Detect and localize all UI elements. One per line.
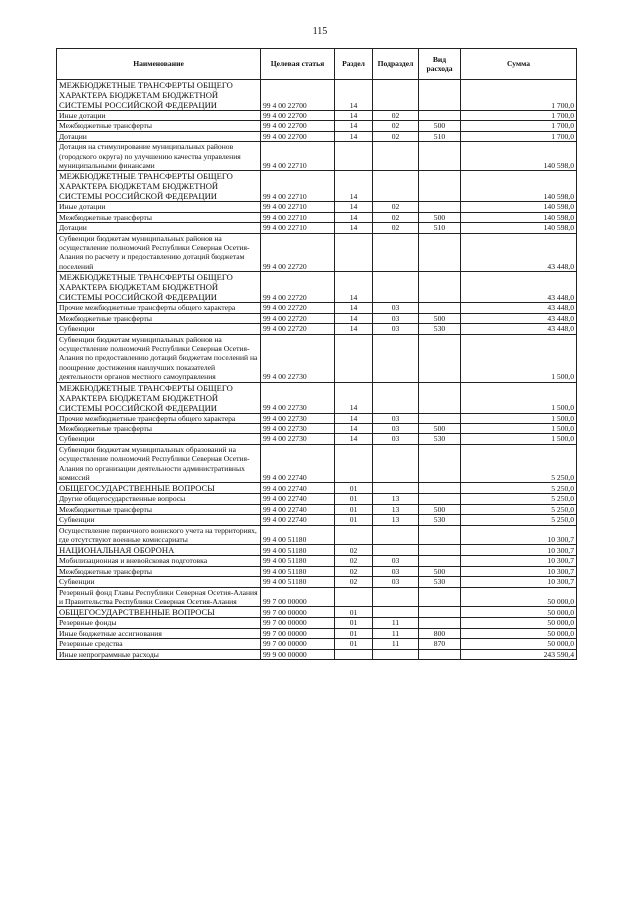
cell-code: 99 4 00 22710 xyxy=(261,171,335,202)
cell-kind: 500 xyxy=(419,212,461,222)
cell-code: 99 4 00 22720 xyxy=(261,233,335,272)
cell-sum: 1 700,0 xyxy=(461,121,577,131)
table-row xyxy=(57,423,577,433)
cell-subsection xyxy=(373,525,419,545)
cell-name: Иные дотации xyxy=(57,111,261,121)
cell-code: 99 4 00 22730 xyxy=(261,413,335,423)
table-body xyxy=(57,80,577,660)
table-row xyxy=(57,587,577,607)
cell-sum: 10 300,7 xyxy=(461,525,577,545)
cell-section: 01 xyxy=(335,607,373,618)
cell-name: Субвенции бюджетам муниципальных образований на осуществление полномочий Республики Северная Осетия-Алания по организации деятельности административных комиссий xyxy=(57,444,261,483)
cell-section: 14 xyxy=(335,202,373,212)
cell-code: 99 4 00 22710 xyxy=(261,202,335,212)
cell-code: 99 4 00 51180 xyxy=(261,556,335,566)
cell-subsection: 13 xyxy=(373,494,419,504)
cell-code: 99 4 00 22700 xyxy=(261,121,335,131)
cell-kind: 530 xyxy=(419,515,461,525)
cell-kind: 530 xyxy=(419,324,461,334)
cell-sum: 50 000,0 xyxy=(461,628,577,638)
cell-section xyxy=(335,142,373,171)
table-row xyxy=(57,303,577,313)
table-row xyxy=(57,494,577,504)
cell-section: 02 xyxy=(335,566,373,576)
cell-subsection xyxy=(373,142,419,171)
cell-sum: 140 598,0 xyxy=(461,142,577,171)
cell-sum: 43 448,0 xyxy=(461,233,577,272)
cell-subsection: 03 xyxy=(373,566,419,576)
cell-section: 01 xyxy=(335,504,373,514)
cell-code: 99 4 00 22700 xyxy=(261,131,335,141)
cell-sum: 5 250,0 xyxy=(461,515,577,525)
cell-subsection: 02 xyxy=(373,111,419,121)
cell-code: 99 4 00 22700 xyxy=(261,111,335,121)
table-header-row xyxy=(57,49,577,80)
cell-section: 02 xyxy=(335,556,373,566)
table-row xyxy=(57,131,577,141)
table-row xyxy=(57,556,577,566)
cell-name: МЕЖБЮДЖЕТНЫЕ ТРАНСФЕРТЫ ОБЩЕГО ХАРАКТЕРА БЮДЖЕТАМ БЮДЖЕТНОЙ СИСТЕМЫ РОССИЙСКОЙ ФЕДЕРАЦИИ xyxy=(57,382,261,413)
cell-name: Субвенции бюджетам муниципальных районов на осуществление полномочий Республики Северная Осетия-Алания по расчету и предоставлению дотаций бюджетам поселений xyxy=(57,233,261,272)
cell-sum: 50 000,0 xyxy=(461,607,577,618)
cell-sum: 1 700,0 xyxy=(461,131,577,141)
cell-kind: 510 xyxy=(419,131,461,141)
cell-sum: 140 598,0 xyxy=(461,202,577,212)
cell-sum: 1 500,0 xyxy=(461,382,577,413)
cell-kind: 500 xyxy=(419,121,461,131)
cell-section: 01 xyxy=(335,639,373,649)
cell-sum: 1 500,0 xyxy=(461,413,577,423)
cell-subsection: 02 xyxy=(373,202,419,212)
table-row xyxy=(57,444,577,483)
cell-kind xyxy=(419,142,461,171)
cell-section xyxy=(335,649,373,659)
table-row xyxy=(57,607,577,618)
cell-name: Межбюджетные трансферты xyxy=(57,566,261,576)
cell-code: 99 4 00 22710 xyxy=(261,212,335,222)
cell-sum: 1 500,0 xyxy=(461,334,577,382)
table-row xyxy=(57,434,577,444)
cell-kind: 500 xyxy=(419,423,461,433)
cell-code: 99 4 00 22700 xyxy=(261,80,335,111)
cell-sum: 43 448,0 xyxy=(461,313,577,323)
table-row xyxy=(57,121,577,131)
table-row xyxy=(57,628,577,638)
cell-section xyxy=(335,444,373,483)
cell-sum: 43 448,0 xyxy=(461,324,577,334)
budget-table xyxy=(56,48,577,660)
table-row xyxy=(57,515,577,525)
cell-code: 99 4 00 22730 xyxy=(261,423,335,433)
cell-code: 99 4 00 22720 xyxy=(261,324,335,334)
cell-section: 01 xyxy=(335,628,373,638)
cell-kind xyxy=(419,413,461,423)
table-row xyxy=(57,202,577,212)
cell-name: Иные дотации xyxy=(57,202,261,212)
table-row xyxy=(57,324,577,334)
cell-name: Иные бюджетные ассигнования xyxy=(57,628,261,638)
cell-name: Прочие межбюджетные трансферты общего характера xyxy=(57,303,261,313)
cell-subsection: 03 xyxy=(373,556,419,566)
cell-subsection: 13 xyxy=(373,504,419,514)
cell-kind: 500 xyxy=(419,313,461,323)
header-subsection: Подраздел xyxy=(373,49,419,80)
cell-section: 01 xyxy=(335,515,373,525)
cell-name: Осуществление первичного воинского учета на территориях, где отсутствуют военные комиссариаты xyxy=(57,525,261,545)
cell-subsection xyxy=(373,233,419,272)
cell-name: МЕЖБЮДЖЕТНЫЕ ТРАНСФЕРТЫ ОБЩЕГО ХАРАКТЕРА БЮДЖЕТАМ БЮДЖЕТНОЙ СИСТЕМЫ РОССИЙСКОЙ ФЕДЕРАЦИИ xyxy=(57,272,261,303)
cell-name: Межбюджетные трансферты xyxy=(57,313,261,323)
cell-sum: 10 300,7 xyxy=(461,556,577,566)
cell-code: 99 4 00 22740 xyxy=(261,494,335,504)
cell-name: Дотации xyxy=(57,223,261,233)
table-row xyxy=(57,334,577,382)
cell-code: 99 4 00 51180 xyxy=(261,577,335,587)
cell-section: 14 xyxy=(335,111,373,121)
cell-name: МЕЖБЮДЖЕТНЫЕ ТРАНСФЕРТЫ ОБЩЕГО ХАРАКТЕРА БЮДЖЕТАМ БЮДЖЕТНОЙ СИСТЕМЫ РОССИЙСКОЙ ФЕДЕРАЦИИ xyxy=(57,80,261,111)
cell-name: МЕЖБЮДЖЕТНЫЕ ТРАНСФЕРТЫ ОБЩЕГО ХАРАКТЕРА БЮДЖЕТАМ БЮДЖЕТНОЙ СИСТЕМЫ РОССИЙСКОЙ ФЕДЕРАЦИИ xyxy=(57,171,261,202)
table-row xyxy=(57,545,577,556)
cell-code: 99 4 00 51180 xyxy=(261,545,335,556)
cell-subsection xyxy=(373,272,419,303)
header-name: Наименование xyxy=(57,49,261,80)
cell-code: 99 4 00 22730 xyxy=(261,434,335,444)
cell-sum: 1 500,0 xyxy=(461,423,577,433)
cell-code: 99 7 00 00000 xyxy=(261,607,335,618)
cell-section: 14 xyxy=(335,171,373,202)
cell-kind xyxy=(419,649,461,659)
cell-code: 99 7 00 00000 xyxy=(261,618,335,628)
cell-kind xyxy=(419,525,461,545)
cell-section: 14 xyxy=(335,272,373,303)
cell-kind: 500 xyxy=(419,566,461,576)
cell-kind xyxy=(419,233,461,272)
cell-subsection: 03 xyxy=(373,423,419,433)
cell-kind xyxy=(419,556,461,566)
cell-subsection: 02 xyxy=(373,131,419,141)
cell-kind xyxy=(419,303,461,313)
cell-subsection: 03 xyxy=(373,324,419,334)
cell-kind: 870 xyxy=(419,639,461,649)
cell-section xyxy=(335,233,373,272)
cell-kind xyxy=(419,202,461,212)
cell-subsection xyxy=(373,80,419,111)
cell-sum: 1 500,0 xyxy=(461,434,577,444)
table-row xyxy=(57,577,577,587)
cell-name: Субвенции бюджетам муниципальных районов на осуществление полномочий Республики Северная Осетия-Алания по предоставлению дотаций бюджетам поселений на поощрение достижения наилучших показателей деятельности органов местного самоуправления xyxy=(57,334,261,382)
cell-name: Дотация на стимулирование муниципальных районов (городского округа) по улучшению качества управления муниципальными финансами xyxy=(57,142,261,171)
cell-sum: 10 300,7 xyxy=(461,577,577,587)
cell-section xyxy=(335,525,373,545)
cell-subsection: 03 xyxy=(373,303,419,313)
cell-kind xyxy=(419,272,461,303)
cell-sum: 50 000,0 xyxy=(461,618,577,628)
table-row xyxy=(57,223,577,233)
cell-section: 14 xyxy=(335,223,373,233)
cell-section: 01 xyxy=(335,483,373,494)
cell-subsection: 02 xyxy=(373,223,419,233)
cell-kind xyxy=(419,587,461,607)
cell-kind: 530 xyxy=(419,577,461,587)
cell-kind xyxy=(419,545,461,556)
table-row xyxy=(57,171,577,202)
cell-code: 99 7 00 00000 xyxy=(261,587,335,607)
cell-section: 01 xyxy=(335,618,373,628)
cell-code: 99 4 00 22730 xyxy=(261,382,335,413)
cell-subsection xyxy=(373,382,419,413)
cell-code: 99 4 00 22720 xyxy=(261,313,335,323)
cell-name: Субвенции xyxy=(57,515,261,525)
cell-code: 99 4 00 22740 xyxy=(261,444,335,483)
cell-sum: 5 250,0 xyxy=(461,494,577,504)
cell-name: Субвенции xyxy=(57,324,261,334)
cell-name: Субвенции xyxy=(57,434,261,444)
table-row xyxy=(57,272,577,303)
cell-subsection xyxy=(373,607,419,618)
cell-code: 99 4 00 22720 xyxy=(261,272,335,303)
cell-sum: 50 000,0 xyxy=(461,587,577,607)
cell-kind: 500 xyxy=(419,504,461,514)
cell-sum: 140 598,0 xyxy=(461,223,577,233)
header-kind: Вид расхода xyxy=(419,49,461,80)
cell-code: 99 4 00 51180 xyxy=(261,566,335,576)
table-row xyxy=(57,212,577,222)
cell-subsection: 11 xyxy=(373,639,419,649)
page-number: 115 xyxy=(312,26,328,37)
cell-subsection: 02 xyxy=(373,212,419,222)
cell-name: НАЦИОНАЛЬНАЯ ОБОРОНА xyxy=(57,545,261,556)
cell-kind xyxy=(419,382,461,413)
cell-code: 99 9 00 00000 xyxy=(261,649,335,659)
cell-section: 14 xyxy=(335,324,373,334)
cell-sum: 10 300,7 xyxy=(461,566,577,576)
cell-section: 01 xyxy=(335,494,373,504)
table-row xyxy=(57,80,577,111)
cell-subsection: 13 xyxy=(373,515,419,525)
header-code: Целевая статья xyxy=(261,49,335,80)
header-sum: Сумма xyxy=(461,49,577,80)
cell-code: 99 4 00 51180 xyxy=(261,525,335,545)
cell-section xyxy=(335,334,373,382)
cell-subsection: 11 xyxy=(373,618,419,628)
cell-section: 02 xyxy=(335,545,373,556)
cell-section: 14 xyxy=(335,423,373,433)
cell-name: Иные непрограммные расходы xyxy=(57,649,261,659)
cell-kind: 510 xyxy=(419,223,461,233)
cell-kind: 530 xyxy=(419,434,461,444)
table-row xyxy=(57,111,577,121)
cell-subsection xyxy=(373,171,419,202)
cell-subsection: 03 xyxy=(373,313,419,323)
table-row xyxy=(57,639,577,649)
table-row xyxy=(57,142,577,171)
cell-code: 99 7 00 00000 xyxy=(261,628,335,638)
cell-section: 14 xyxy=(335,434,373,444)
table-row xyxy=(57,313,577,323)
table-row xyxy=(57,483,577,494)
cell-name: Другие общегосударственные вопросы xyxy=(57,494,261,504)
table-row xyxy=(57,525,577,545)
cell-code: 99 4 00 22710 xyxy=(261,142,335,171)
cell-kind xyxy=(419,80,461,111)
cell-sum: 5 250,0 xyxy=(461,483,577,494)
cell-subsection: 03 xyxy=(373,577,419,587)
cell-section: 14 xyxy=(335,303,373,313)
cell-code: 99 4 00 22710 xyxy=(261,223,335,233)
cell-section: 14 xyxy=(335,413,373,423)
cell-code: 99 4 00 22740 xyxy=(261,504,335,514)
cell-sum: 243 590,4 xyxy=(461,649,577,659)
cell-subsection: 03 xyxy=(373,413,419,423)
table-row xyxy=(57,618,577,628)
cell-subsection: 11 xyxy=(373,628,419,638)
cell-name: Резервные средства xyxy=(57,639,261,649)
cell-sum: 140 598,0 xyxy=(461,171,577,202)
cell-sum: 10 300,7 xyxy=(461,545,577,556)
cell-subsection: 03 xyxy=(373,434,419,444)
cell-name: Субвенции xyxy=(57,577,261,587)
cell-name: Межбюджетные трансферты xyxy=(57,423,261,433)
cell-kind xyxy=(419,607,461,618)
header-section: Раздел xyxy=(335,49,373,80)
cell-sum: 50 000,0 xyxy=(461,639,577,649)
cell-subsection xyxy=(373,334,419,382)
cell-name: Резервный фонд Главы Республики Северная Осетия-Алания и Правительства Республики Северная Осетия-Алания xyxy=(57,587,261,607)
cell-section: 14 xyxy=(335,212,373,222)
cell-sum: 43 448,0 xyxy=(461,272,577,303)
cell-name: ОБЩЕГОСУДАРСТВЕННЫЕ ВОПРОСЫ xyxy=(57,607,261,618)
cell-sum: 5 250,0 xyxy=(461,504,577,514)
cell-kind xyxy=(419,618,461,628)
cell-name: Мобилизационная и вневойсковая подготовка xyxy=(57,556,261,566)
cell-name: Межбюджетные трансферты xyxy=(57,212,261,222)
cell-subsection xyxy=(373,545,419,556)
cell-name: Резервные фонды xyxy=(57,618,261,628)
cell-kind xyxy=(419,334,461,382)
cell-subsection xyxy=(373,444,419,483)
cell-sum: 1 700,0 xyxy=(461,80,577,111)
cell-section: 14 xyxy=(335,121,373,131)
cell-subsection xyxy=(373,587,419,607)
cell-subsection: 02 xyxy=(373,121,419,131)
cell-subsection xyxy=(373,649,419,659)
cell-code: 99 7 00 00000 xyxy=(261,639,335,649)
cell-subsection xyxy=(373,483,419,494)
cell-name: Межбюджетные трансферты xyxy=(57,121,261,131)
cell-sum: 1 700,0 xyxy=(461,111,577,121)
cell-code: 99 4 00 22720 xyxy=(261,303,335,313)
cell-kind xyxy=(419,171,461,202)
cell-section: 02 xyxy=(335,577,373,587)
cell-sum: 5 250,0 xyxy=(461,444,577,483)
cell-sum: 140 598,0 xyxy=(461,212,577,222)
table-row xyxy=(57,566,577,576)
cell-kind: 800 xyxy=(419,628,461,638)
cell-name: Дотации xyxy=(57,131,261,141)
cell-section: 14 xyxy=(335,382,373,413)
cell-kind xyxy=(419,483,461,494)
cell-name: Прочие межбюджетные трансферты общего характера xyxy=(57,413,261,423)
cell-kind xyxy=(419,111,461,121)
cell-code: 99 4 00 22740 xyxy=(261,515,335,525)
table-row xyxy=(57,504,577,514)
cell-name: ОБЩЕГОСУДАРСТВЕННЫЕ ВОПРОСЫ xyxy=(57,483,261,494)
cell-sum: 43 448,0 xyxy=(461,303,577,313)
cell-kind xyxy=(419,444,461,483)
cell-name: Межбюджетные трансферты xyxy=(57,504,261,514)
cell-kind xyxy=(419,494,461,504)
table-row xyxy=(57,382,577,413)
cell-section: 14 xyxy=(335,131,373,141)
cell-section xyxy=(335,587,373,607)
table-row xyxy=(57,233,577,272)
cell-code: 99 4 00 22740 xyxy=(261,483,335,494)
cell-section: 14 xyxy=(335,313,373,323)
cell-code: 99 4 00 22730 xyxy=(261,334,335,382)
table-row xyxy=(57,649,577,659)
table-row xyxy=(57,413,577,423)
cell-section: 14 xyxy=(335,80,373,111)
